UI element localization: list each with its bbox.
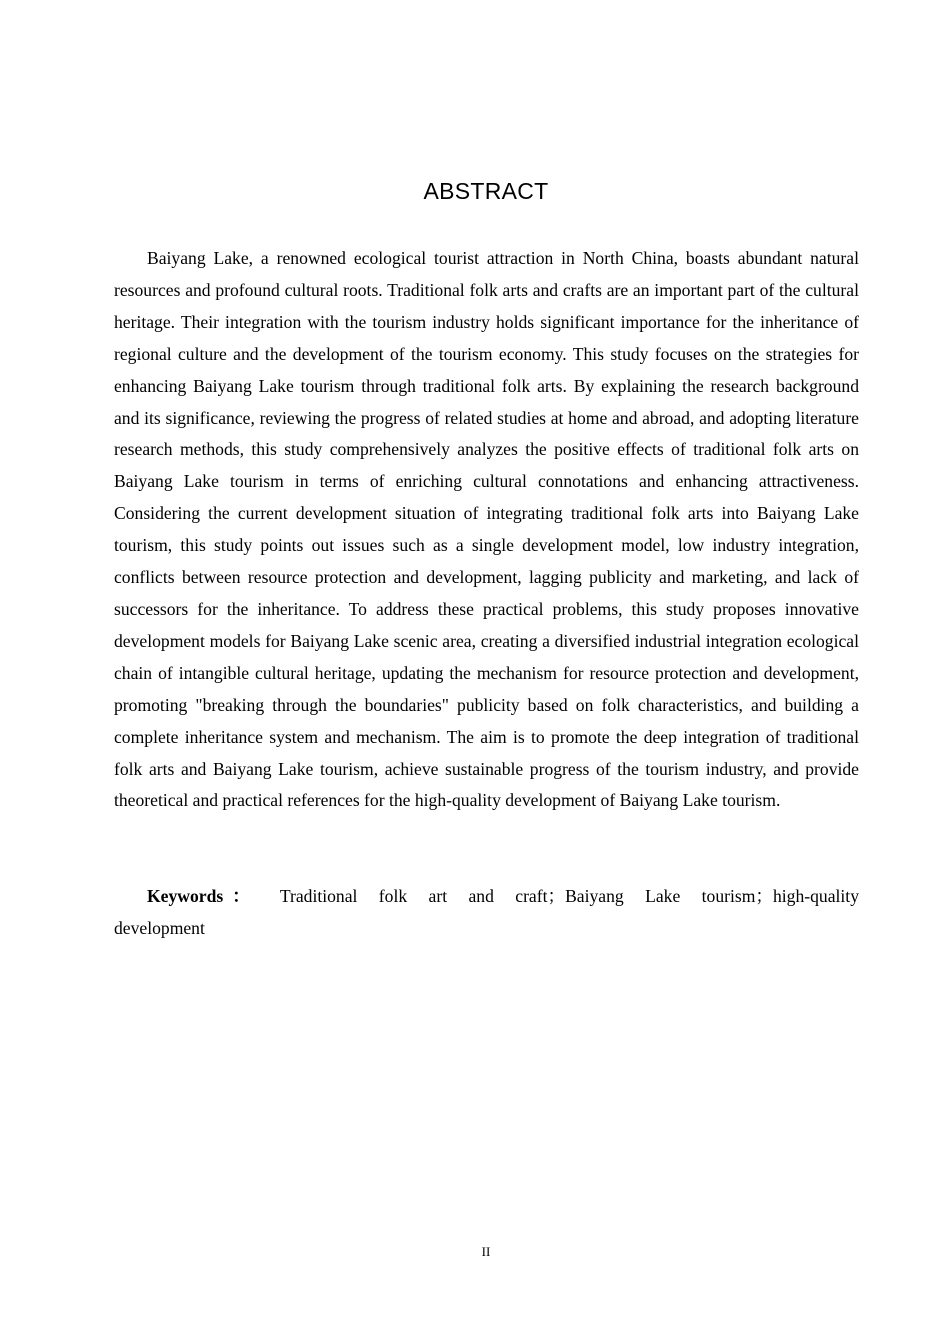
page-number: II [481,1244,491,1259]
abstract-title: ABSTRACT [423,178,549,204]
keywords-line [114,881,859,945]
keywords-label: Keywords： [147,886,259,906]
abstract-paragraph: Baiyang Lake, a renowned ecological tourist attraction in North China, boasts abundant natural resources and profound cultural roots. Traditional folk arts and crafts are an important part of the cultural heritage. Their integration with the tourism industry holds significant importance for the inheritance of regional culture and the development of the tourism economy. This study focuses on the strategies for enhancing Baiyang Lake tourism through traditional folk arts. By explaining the research background and its significance, reviewing the progress of related studies at home and abroad, and adopting literature research methods, this study comprehensively analyzes the positive effects of traditional folk arts on Baiyang Lake tourism in terms of enriching cultural connotations and enhancing attractiveness. Considering the current development situation of integrating traditional folk arts into Baiyang Lake tourism, this study points out issues such as a single development model, low industry integration, conflicts between resource protection and development, lagging publicity and marketing, and lack of successors for the inheritance. To address these practical problems, this study proposes innovative development models for Baiyang Lake scenic area, creating a diversified industrial integration ecological chain of intangible cultural heritage, updating the mechanism for resource protection and development, promoting "breaking through the boundaries" publicity based on folk characteristics, and building a complete inheritance system and mechanism. The aim is to promote the deep integration of traditional folk arts and Baiyang Lake tourism, achieve sustainable progress of the tourism industry, and provide theoretical and practical references for the high-quality development of Baiyang Lake tourism. [114,248,859,811]
keywords-text: Traditional folk art and craft；Baiyang Lake tourism；high-quality development [114,886,859,938]
